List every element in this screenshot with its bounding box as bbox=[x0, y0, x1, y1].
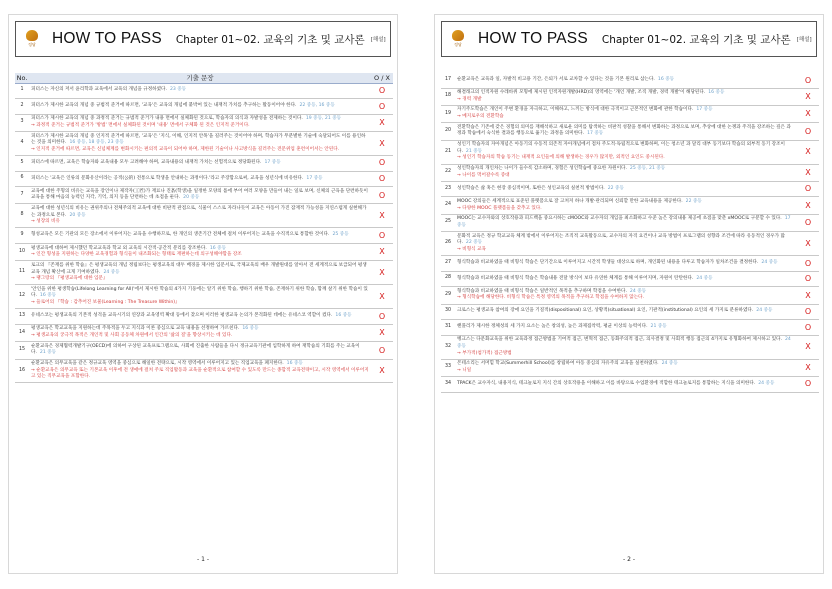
row-number: 24 bbox=[441, 197, 455, 214]
exam-reference: 25 중등, 21 중등 bbox=[629, 166, 666, 171]
question-cell bbox=[455, 320, 797, 336]
answer-mark: X bbox=[371, 261, 393, 285]
exam-reference: 24 중등 bbox=[756, 308, 773, 314]
answer-mark: O bbox=[797, 320, 819, 336]
explanation-text: → 과정적 준거는 규범적 준거가 '방법' 면에서 실체화된 것이며 '내용' 면에서 구체화 된 것은 인지적 준거이다. bbox=[31, 122, 250, 128]
question-cell bbox=[455, 181, 797, 197]
row-number: 4 bbox=[15, 132, 29, 156]
table-row bbox=[15, 132, 393, 156]
row-number: 13 bbox=[15, 309, 29, 325]
question-text: TPACK은 교수자식, 내용지식, 테크놀로지 지식 간의 상호작용을 이해하고 이를 바탕으로 수업환경에 적합한 테크놀로지를 통합하는 지식을 의미한다. bbox=[457, 380, 756, 386]
answer-mark: X bbox=[797, 359, 819, 376]
table-row bbox=[441, 271, 819, 287]
exam-reference: 24 중등 bbox=[103, 269, 120, 275]
exam-reference: 16 중등 bbox=[242, 326, 259, 332]
explanation-text: → 순환교육은 의무교육 또는 기본교육 이후에 전 생애에 걸쳐 주로 직업활동과 교육을 순환적으로 참여할 수 있도록 만드는 종합적 교육전략이고, 시작 영역에서 이루어지고 있는 직무교육을 포함한다. bbox=[31, 367, 369, 380]
table-row bbox=[441, 335, 819, 359]
explanation-text: → 다양한 MOOC 플랫폼들을 갖추고 있다. bbox=[457, 205, 542, 211]
col-answer: O / X bbox=[371, 73, 393, 83]
explanation-text: → 평생교육의 궁극적 목적은 개인적 및 사회 공동체 차원에서 인간의 '삶의 질'을 향상시키는 데 있다. bbox=[31, 333, 233, 339]
question-text: 피터스가 제시한 교육의 개념 중 규범적 준거에 따르면, '교육'은 교육의 개념에 붙박여 있는 내재적 가치를 추구하는 활동이어야 한다. bbox=[31, 103, 297, 109]
table-row bbox=[15, 83, 393, 99]
question-cell bbox=[455, 164, 797, 181]
page-number: - 1 - bbox=[197, 556, 209, 563]
question-text: 자기주도학습은 개인이 주변 환경을 자극하고, 이해하고, 느끼는 방식에 대한 극적이고 근본적인 변화에 관한 학습이다. bbox=[457, 107, 694, 113]
row-number: 27 bbox=[441, 256, 455, 272]
row-number: 21 bbox=[441, 140, 455, 164]
question-cell bbox=[29, 99, 371, 115]
exam-reference: 16 중등 bbox=[708, 90, 725, 96]
table-row bbox=[15, 114, 393, 131]
answer-mark: O bbox=[797, 73, 819, 88]
question-cell bbox=[455, 271, 797, 287]
table-row bbox=[441, 359, 819, 376]
logo-icon: 정답 bbox=[22, 28, 42, 50]
exam-reference: 16 중등 bbox=[657, 76, 675, 82]
answer-mark: O bbox=[371, 83, 393, 99]
question-text: 벵크스는 다문화교육을 위한 교육과정 접근방법을 기여적 접근, 변혁적 접근, 동화주의적 접근, 의사결정 및 사회적 행동 접근의 4가지로 유형화하여 제시하고 있다. bbox=[457, 337, 782, 343]
table-row bbox=[15, 309, 393, 325]
question-cell bbox=[29, 324, 371, 341]
exam-reference: 17 중등 bbox=[696, 107, 713, 113]
table-row bbox=[15, 155, 393, 171]
question-cell bbox=[29, 83, 371, 99]
row-number: 23 bbox=[441, 181, 455, 197]
table-row bbox=[441, 88, 819, 105]
question-text: 피터스가 제시한 교육의 개념 중 인지적 준거에 따르면, '교육'은 '지식, 이해, 인지적 안목'을 길러주는 것이어야 하며, 학습자가 무분별한 기술에 숙달되어도 이를 용인하는 것을 의미한다. bbox=[31, 133, 366, 146]
question-text: 유네스코는 평생교육의 기본적 성격을 교육시기의 연장과 교육영역 확대 등에서 찾으며 이러한 평생교육 논의가 본격화된 데에는 유네스코 역할이 컸다. bbox=[31, 313, 333, 319]
table-row bbox=[15, 187, 393, 204]
question-text: 피터스가 제시한 교육의 개념 중 과정적 준거는 규범적 준거가 내용 면에서 실체화된 것으로, 학습자의 의식과 자발성을 전제하는 것이다. bbox=[31, 116, 303, 122]
row-number: 33 bbox=[441, 359, 455, 376]
explanation-text: → 메지로우의 전환학습 bbox=[457, 114, 504, 120]
table-row bbox=[441, 320, 819, 336]
table-row bbox=[441, 164, 819, 181]
question-text: MOOC 강의들은 세계적으로 표준된 플랫폼으로 잘 고쳐져 하나 개발·관리되며 신뢰할 만한 교육내용을 제공한다. bbox=[457, 198, 683, 204]
logo-icon: 정답 bbox=[448, 28, 468, 50]
table-row bbox=[15, 359, 393, 383]
row-number: 22 bbox=[441, 164, 455, 181]
answer-mark: X bbox=[371, 244, 393, 261]
explanation-text: → 니일 bbox=[457, 367, 472, 373]
question-text: MOOC는 교수자와의 상호작용과 피드백을 중요시하는 cMOOC와 교수자의 개입을 최소화하고 수준 높은 강의내용 제공에 초점을 맞춘 xMOOC로 구분할 수 있다. bbox=[457, 216, 782, 222]
row-number: 19 bbox=[441, 105, 455, 122]
table-row bbox=[441, 197, 819, 214]
page-1 bbox=[8, 14, 398, 574]
answer-mark: O bbox=[371, 228, 393, 244]
row-number: 3 bbox=[15, 114, 29, 131]
col-no: No. bbox=[16, 73, 28, 82]
explanation-text: → 경력 개발 bbox=[457, 96, 482, 102]
row-number: 15 bbox=[15, 342, 29, 359]
exam-reference: 16 중등 bbox=[335, 313, 352, 319]
row-number: 17 bbox=[441, 73, 455, 88]
header-subtitle: Chapter 01~02. 교육의 기초 및 교사론 bbox=[601, 33, 791, 46]
question-text: 교육에 대한 주형의 비유는 교육을 장인이나 제작자(工匠)가 재료나 진흙(학생)을 일정한 모양의 틀에 부어 여러 모양을 만들어 내는 일로 보며, 신체의 근육을 단련하듯이 교육을 통해 마음의 능력인 지각, 기억, 의지 등을 단련하는 데 초점을 둔다. bbox=[31, 188, 368, 201]
exam-reference: 21 중등 bbox=[39, 350, 57, 356]
answer-mark: X bbox=[797, 335, 819, 359]
exam-reference: 20 중등 bbox=[183, 195, 200, 201]
question-cell bbox=[29, 244, 371, 261]
row-number: 26 bbox=[441, 232, 455, 256]
exam-reference: 17 중등 bbox=[306, 175, 323, 181]
answer-mark: O bbox=[797, 271, 819, 287]
question-cell bbox=[455, 304, 797, 320]
row-number: 20 bbox=[441, 123, 455, 140]
exam-reference: 21 중등 bbox=[465, 148, 483, 154]
answer-mark: X bbox=[371, 132, 393, 156]
page-number: - 2 - bbox=[623, 556, 635, 563]
question-text: 성인학습자의 개인차는 나이가 들수록 감소하며, 경험은 성인학습에 중요한 자원이다. bbox=[457, 166, 627, 171]
exam-reference: 23 중등 bbox=[169, 87, 187, 93]
col-question: 기출 문장 bbox=[29, 73, 371, 83]
question-cell bbox=[455, 214, 797, 231]
explanation-text: → 랭그랑의 『평생교육에 대한 입문』 bbox=[31, 276, 108, 282]
row-number: 11 bbox=[15, 261, 29, 285]
question-cell bbox=[29, 342, 371, 359]
header-title: HOW TO PASS bbox=[52, 30, 162, 47]
question-cell bbox=[29, 155, 371, 171]
question-cell bbox=[29, 228, 371, 244]
question-text: 평생교육은 학교교육을 지원하는데 주목적을 두고 지식과 이론 중심으로 교육 내용을 선정하여 가르친다. bbox=[31, 326, 240, 332]
answer-mark: O bbox=[797, 376, 819, 392]
answer-mark: X bbox=[371, 324, 393, 341]
question-table bbox=[15, 73, 393, 383]
answer-mark: O bbox=[797, 123, 819, 140]
question-text: 전환학습은 기존에 갖은 경험의 의미를 재해석하고 새로운 의미를 탐색하는 비판적 성찰을 통해서 변화하는 과정으로 보며, 추상에 대한 논쟁과 주격을 강조하는 깊은 과정과 학습에서 숙식한 결과를 행동으로 옮기는 과정을 의미한다. bbox=[457, 124, 791, 137]
question-text: 피터스는 '교육은 인류의 문화유산이라는 공적(公的) 전통으로 학생을 안내하는 과정이다.'라고 주장함으로써, 교육을 성년식에 비유한다. bbox=[31, 175, 304, 181]
exam-reference: 24 중등 bbox=[758, 380, 775, 386]
table-row bbox=[15, 261, 393, 285]
answer-mark: X bbox=[797, 232, 819, 256]
exam-reference: 19 중등, 21 중등 bbox=[305, 116, 342, 122]
table-row bbox=[441, 123, 819, 140]
table-row bbox=[15, 228, 393, 244]
table-row bbox=[441, 376, 819, 392]
question-text: 형성교육은 모든 기관의 모든 장소에서 이루어지는 교육을 수행하므로, 한 개인의 생존기간 전체에 걸쳐 이루어지는 교육을 수직적으로 통합한 것이다. bbox=[31, 232, 330, 238]
row-number: 6 bbox=[15, 171, 29, 187]
answer-mark: O bbox=[371, 171, 393, 187]
answer-mark: O bbox=[797, 181, 819, 197]
table-row bbox=[441, 214, 819, 231]
question-text: 순환교육은 경제협력개발기구(OECD)에 의하여 구상된 교육프로그램으로, 사회에 진출한 사람들을 다시 정규교육기관에 입학하게 하여 재학습의 기회를 주는 교육이다. bbox=[31, 343, 360, 356]
answer-mark: O bbox=[797, 304, 819, 320]
page-header bbox=[15, 21, 391, 57]
exam-reference: 24 중등 bbox=[761, 259, 778, 265]
row-number: 25 bbox=[441, 214, 455, 231]
table-row bbox=[15, 99, 393, 115]
question-text: 교육에 대한 성년식의 비유는 권위주의나 전체주의적 교육에 대한 비판적 관점으로, 식물이 스스로 자라나듯이 교육은 아동이 가진 잠재적 가능성을 지연스럽게 실현해가는 과정으로 본다. bbox=[31, 205, 367, 218]
question-text: 순환교육은 의무교육을 같은 정규교육 영역을 중심으로 해일한 전략으로, 시작 영역에서 이루어지고 있는 직업교육을 폐지한다. bbox=[31, 361, 284, 366]
question-text: '안인을 위한 평생학습(Lifelong Learning for All)'에서 제시한 학습의 4가지 기둥에는 알기 위한 학습, 행하기 위한 학습, 존재하기 위한 학습, 함께 살기 위한 학습이 있다. bbox=[31, 286, 368, 299]
answer-mark: O bbox=[371, 309, 393, 325]
row-number: 10 bbox=[15, 244, 29, 261]
question-text: 성인기 학습자의 자아개념은 아동기의 수동적 의존적 자아개념에서 점차 주도적·독립적으로 변화하며, 이는 청소년 과 달리 대부 동기보다 학습의 외부적 동기 강조이다. bbox=[457, 142, 785, 154]
explanation-text: → 형식학습에 해당한다. 비형식 학습은 특정 영역의 목적을 추구하고 학점을 수여하지 않는다. bbox=[457, 295, 645, 301]
answer-mark: X bbox=[371, 204, 393, 228]
row-number: 7 bbox=[15, 187, 29, 204]
answer-mark: X bbox=[797, 140, 819, 164]
question-cell bbox=[29, 309, 371, 325]
row-number: 5 bbox=[15, 155, 29, 171]
question-text: 형식학습과 비교하였을 때 비형식 학습은 학습내용 전달 방식이 보다 유연한 체계를 통해 이루어지며, 자원이 탄탄한다. bbox=[457, 275, 694, 281]
explanation-text: → 비형식 교육 bbox=[457, 246, 486, 252]
question-text: 로크의 『존재를 위한 학습』은 평생교육의 개념 정립보다는 평생교육의 대두 배경을 제시한 입문서로, 국제교육의 배우 개발원대를 알아서 전 세계적으로 보급되어 평생교육 개념 확산에 크게 기여하였다. bbox=[31, 262, 367, 275]
question-cell bbox=[29, 132, 371, 156]
table-row bbox=[15, 171, 393, 187]
row-number: 28 bbox=[441, 271, 455, 287]
table-row bbox=[441, 73, 819, 88]
question-cell bbox=[455, 197, 797, 214]
question-cell bbox=[455, 376, 797, 392]
table-row bbox=[441, 232, 819, 256]
answer-mark: X bbox=[797, 197, 819, 214]
exam-reference: 22 중등 bbox=[685, 198, 702, 204]
row-number: 31 bbox=[441, 320, 455, 336]
answer-mark: X bbox=[371, 285, 393, 309]
header-tag: [해설] bbox=[370, 37, 386, 43]
explanation-text: → 성장의 비유 bbox=[31, 219, 60, 225]
exam-reference: 22 중등 bbox=[607, 185, 624, 191]
header-title: HOW TO PASS bbox=[478, 30, 588, 47]
answer-mark: O bbox=[371, 187, 393, 204]
question-text: 성인학습은 삶 혹은 현장 중심적이며, 또한은 성인교육의 실천적 방법이다. bbox=[457, 185, 605, 191]
answer-mark: O bbox=[371, 155, 393, 171]
exam-reference: 17 중등 bbox=[587, 131, 604, 137]
answer-mark: O bbox=[797, 214, 819, 231]
row-number: 30 bbox=[441, 304, 455, 320]
explanation-text: → 인간 형성을 지원하는 다양한 교육경험과 형식들이 내조화되는 형태로 재편하는데 의구성해야함을 강조 bbox=[31, 252, 242, 258]
question-text: 몬테소리는 서머힐 학교(Summerhill School)를 창립하여 아동 중심의 자유주의 교육을 실천하였다. bbox=[457, 361, 659, 367]
table-row bbox=[15, 204, 393, 228]
question-cell bbox=[455, 256, 797, 272]
question-text: 순환교육은 교육과 일, 자발적 비고용 기간, 은퇴가 서로 교차할 수 있다는 것을 기본 원리로 삼는다. bbox=[457, 76, 655, 82]
exam-reference: 24 중등 bbox=[629, 288, 647, 294]
exam-reference: 16 중등 bbox=[39, 293, 57, 299]
row-number: 14 bbox=[15, 324, 29, 341]
question-cell bbox=[29, 114, 371, 131]
table-row bbox=[15, 342, 393, 359]
question-cell bbox=[455, 123, 797, 140]
answer-mark: X bbox=[371, 114, 393, 131]
exam-reference: 16 중등, 18 중등, 23 중등 bbox=[69, 140, 124, 146]
table-row bbox=[441, 140, 819, 164]
answer-mark: X bbox=[371, 359, 393, 383]
answer-mark: X bbox=[797, 88, 819, 105]
question-table bbox=[441, 73, 819, 393]
row-number: 16 bbox=[15, 359, 29, 383]
question-cell bbox=[29, 171, 371, 187]
question-text: 해결래크의 인적자원 수레바퀴 모형에 제시된 인적자원개발(HRD)의 영역에는 '개인 개발, 조직 개발, 경력 개발'이 해당된다. bbox=[457, 90, 706, 96]
row-number: 32 bbox=[441, 335, 455, 359]
exam-reference: 22 중등 bbox=[465, 240, 483, 246]
question-cell bbox=[455, 73, 797, 88]
answer-mark: O bbox=[371, 99, 393, 115]
exam-reference: 16 중등 bbox=[209, 245, 227, 251]
question-text: 피터스에 따르면, 교육은 학습자와 교육내용 모두 고려해야 하며, 교육내용의 내재적 가치는 선험적으로 정당화된다. bbox=[31, 159, 262, 165]
question-cell bbox=[455, 335, 797, 359]
row-number: 34 bbox=[441, 376, 455, 392]
exam-reference: 17 중등 bbox=[264, 159, 281, 165]
table-row bbox=[15, 324, 393, 341]
question-text: 형식학습과 비교하였을 때 비형식 학습은 일반적인 목적을 추구하며 학점을 수여한다. bbox=[457, 288, 627, 294]
question-cell bbox=[455, 105, 797, 122]
question-cell bbox=[455, 140, 797, 164]
exam-reference: 24 중등 bbox=[661, 361, 678, 367]
exam-reference: 22 중등, 16 중등 bbox=[299, 103, 335, 109]
question-text: 형식학습과 비교하였을 때 비형식 학습은 단기간으로 이루어지고 시간적 학생들 대상으로 하며, 개인화된 내용을 다루고 학습자가 일차조건을 결정한다. bbox=[457, 259, 759, 265]
question-cell bbox=[29, 187, 371, 204]
question-text: 피터스는 자신의 저서 윤리학과 교육에서 교육의 개념을 규정하였다. bbox=[31, 87, 167, 93]
exam-reference: 25 중등 bbox=[332, 232, 349, 238]
question-cell bbox=[455, 88, 797, 105]
exam-reference: 21 중등 bbox=[650, 324, 667, 330]
question-cell bbox=[29, 285, 371, 309]
exam-reference: 24 중등 bbox=[457, 337, 791, 349]
answer-mark: O bbox=[797, 256, 819, 272]
table-row bbox=[441, 181, 819, 197]
table-row bbox=[441, 304, 819, 320]
page-2 bbox=[434, 14, 824, 574]
table-row bbox=[441, 287, 819, 304]
answer-mark: X bbox=[797, 105, 819, 122]
row-number: 8 bbox=[15, 204, 29, 228]
row-number: 18 bbox=[441, 88, 455, 105]
explanation-text: → 성인기 학습자의 학습 동기는 내재적 요인들에 의해 발생하는 경우가 많지만, 외적인 요인도 중시된다. bbox=[457, 155, 665, 161]
exam-reference: 17 중등 bbox=[457, 216, 791, 228]
row-number: 29 bbox=[441, 287, 455, 304]
question-cell bbox=[29, 204, 371, 228]
row-number: 1 bbox=[15, 83, 29, 99]
exam-reference: 16 중등 bbox=[286, 361, 303, 366]
question-text: 핸플리가 제시한 정체성의 세 가지 요소는 높은 창의성, 높은 과제집착력, 평균 이상의 능력이다. bbox=[457, 324, 648, 330]
question-cell bbox=[455, 359, 797, 376]
page-header bbox=[441, 21, 817, 57]
row-number: 12 bbox=[15, 285, 29, 309]
question-cell bbox=[29, 261, 371, 285]
exam-reference: 20 중등 bbox=[69, 212, 86, 218]
explanation-text: → 들로어의 『학습 : 감추어진 보물(Learning : The Treasure Within)』 bbox=[31, 300, 180, 306]
explanation-text: → 인지적 준거에 따르면, 교육은 신념체계를 변화시키는 편의적 교육이 되어야 하며, 제한된 기술이나 사고방식을 길러주는 전문위업 훈련이어서는 안된다. bbox=[31, 146, 340, 152]
table-row bbox=[15, 244, 393, 261]
header-tag: [해설] bbox=[796, 37, 812, 43]
answer-mark: O bbox=[371, 342, 393, 359]
exam-reference: 24 중등 bbox=[696, 275, 713, 281]
header-subtitle: Chapter 01~02. 교육의 기초 및 교사론 bbox=[175, 33, 365, 46]
row-number: 9 bbox=[15, 228, 29, 244]
question-cell bbox=[29, 359, 371, 383]
explanation-text: → 나이를 먹어갈수록 증대 bbox=[457, 172, 510, 178]
table-row bbox=[441, 256, 819, 272]
question-text: 평생교육에 대하여 제시했던 학교교육과 학교 외 교육의 시간적·공간적 분리를 강조한다. bbox=[31, 245, 207, 251]
question-text: 문화적 교육은 정규 학교교육 체계 밖에서 이루어지는 조직적 교육활동으로, 교수자의 자격 요건이나 교육 방법이 프로그램의 성향과 조건에 따라 유동적인 경우가 많다. bbox=[457, 233, 785, 246]
answer-mark: X bbox=[797, 164, 819, 181]
table-row bbox=[15, 285, 393, 309]
question-cell bbox=[455, 232, 797, 256]
question-cell bbox=[455, 287, 797, 304]
answer-mark: X bbox=[797, 287, 819, 304]
explanation-text: → 부가적(첨가적) 접근방법 bbox=[457, 350, 512, 356]
question-text: 크로스는 평생교육 참여의 장애 요인을 기질적(dispositional) 요인, 상황적(situational) 요인, 기관적(institutional) 요인의 세 가지로 분류하였다. bbox=[457, 308, 754, 314]
row-number: 2 bbox=[15, 99, 29, 115]
table-row bbox=[441, 105, 819, 122]
